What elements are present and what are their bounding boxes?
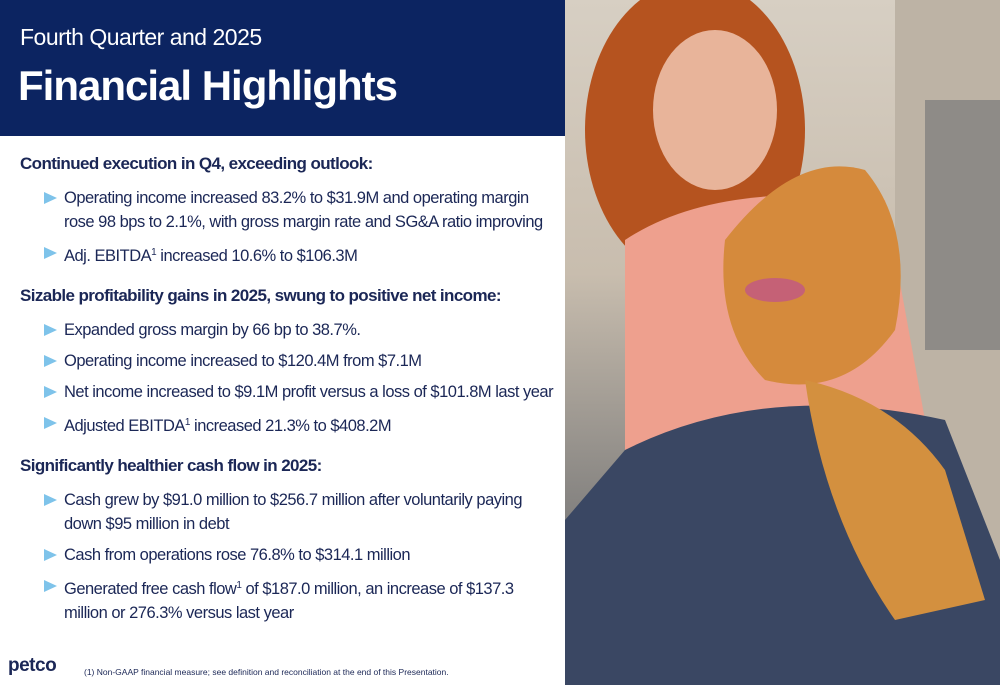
footnote: (1) Non-GAAP financial measure; see definition and reconciliation at the end of this Presentation. (84, 667, 449, 677)
footnote-marker: 1 (151, 247, 157, 258)
bullet-text-cont: increased 10.6% to $106.3M (156, 247, 358, 265)
arrow-bullet-icon (44, 324, 57, 336)
arrow-bullet-icon (44, 580, 57, 592)
bullet-text: Net income increased to $9.1M profit versus a loss of $101.8M last year (64, 383, 554, 401)
bullet-text-cont: increased 21.3% to $408.2M (189, 417, 392, 435)
bullet-item (20, 380, 560, 404)
bullet-item (20, 543, 560, 567)
bullet-item (20, 186, 560, 234)
highlights-content (20, 150, 560, 643)
section-heading: Significantly healthier cash flow in 2025: (20, 456, 322, 475)
bullet-text: Generated free cash flow (64, 580, 237, 598)
bullet-item (20, 411, 560, 438)
arrow-bullet-icon (44, 355, 57, 367)
title-banner (0, 0, 565, 136)
slide-title: Financial Highlights (18, 62, 398, 109)
arrow-bullet-icon (44, 386, 57, 398)
footnote-marker: 1 (184, 417, 190, 428)
arrow-bullet-icon (44, 494, 57, 506)
bullet-item (20, 349, 560, 373)
bullet-item (20, 318, 560, 342)
highlight-section (20, 456, 560, 625)
highlight-section (20, 286, 560, 438)
arrow-bullet-icon (44, 417, 57, 429)
bullet-text: Cash from operations rose 76.8% to $314.1 million (64, 546, 411, 564)
bullet-item (20, 574, 560, 625)
bullet-text: Operating income increased 83.2% to $31.9M and operating margin rose 98 bps to 2.1%, with gross margin rate and SG&A ratio improving (64, 189, 543, 231)
arrow-bullet-icon (44, 192, 57, 204)
highlight-section (20, 154, 560, 268)
slide-subtitle: Fourth Quarter and 2025 (20, 24, 262, 50)
bullet-item (20, 241, 560, 268)
arrow-bullet-icon (44, 549, 57, 561)
footnote-marker: 1 (236, 580, 242, 591)
bullet-item (20, 488, 560, 536)
bullet-text: Adj. EBITDA (64, 247, 152, 265)
bullet-text-cont: of $187.0 million, an increase of $137.3 million or 276.3% versus last year (64, 580, 514, 622)
petco-logo: petco (8, 655, 57, 676)
woman-with-dog-photo (565, 0, 1000, 685)
bullet-text: Operating income increased to $120.4M from $7.1M (64, 352, 422, 370)
bullet-text: Cash grew by $91.0 million to $256.7 million after voluntarily paying down $95 million in debt (64, 491, 523, 533)
photo-illustration (565, 0, 1000, 685)
arrow-bullet-icon (44, 247, 57, 259)
bullet-text: Adjusted EBITDA (64, 417, 185, 435)
section-heading: Continued execution in Q4, exceeding outlook: (20, 154, 373, 173)
bullet-text: Expanded gross margin by 66 bp to 38.7%. (64, 321, 361, 339)
section-heading: Sizable profitability gains in 2025, swung to positive net income: (20, 286, 501, 305)
